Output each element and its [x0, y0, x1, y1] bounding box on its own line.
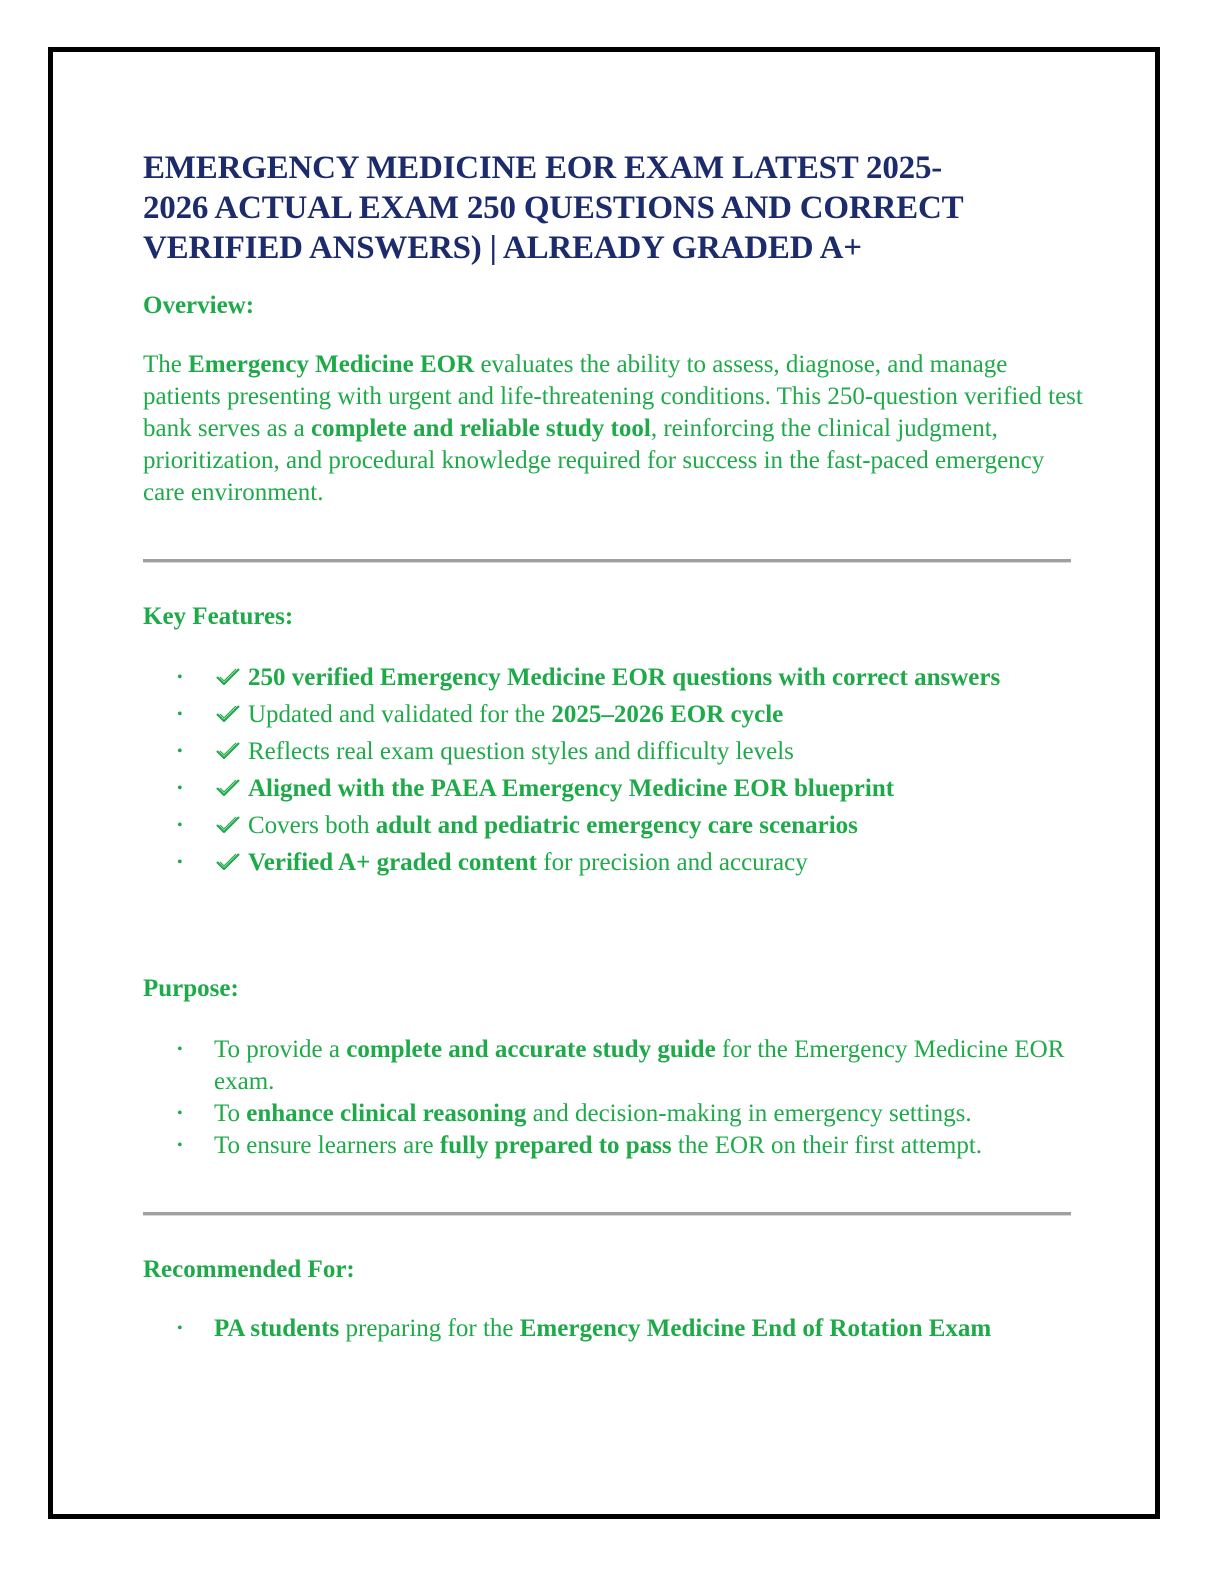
feature-text-bold: Aligned with the PAEA Emergency Medicine EOR blueprint: [248, 775, 895, 802]
overview-heading: Overview:: [143, 292, 255, 319]
check-mark-icon: [214, 666, 242, 688]
document-title: [143, 148, 1083, 268]
key-features-heading: Key Features:: [143, 603, 294, 630]
overview-text-part: The: [143, 351, 189, 378]
feature-text: Covers both: [248, 812, 376, 839]
recommended-text: preparing for the: [339, 1315, 520, 1342]
feature-text-bold: 2025–2026 EOR cycle: [551, 701, 784, 728]
feature-text: Reflects real exam question styles and difficulty levels: [248, 738, 794, 765]
bullet-icon: •: [177, 780, 183, 797]
bullet-icon: •: [177, 1137, 183, 1154]
purpose-text-bold: enhance clinical reasoning: [246, 1100, 527, 1127]
list-item: [143, 736, 1083, 768]
bullet-icon: •: [177, 1105, 183, 1122]
bullet-icon: •: [177, 817, 183, 834]
feature-text: Updated and validated for the: [248, 701, 552, 728]
title-line: EMERGENCY MEDICINE EOR EXAM LATEST 2025-: [143, 150, 943, 186]
purpose-text: the EOR on their first attempt.: [671, 1132, 983, 1159]
purpose-text-bold: complete and accurate study guide: [346, 1036, 716, 1063]
purpose-heading: Purpose:: [143, 975, 239, 1002]
title-line: 2026 ACTUAL EXAM 250 QUESTIONS AND CORRECT: [143, 190, 964, 226]
list-item: [143, 1034, 1083, 1098]
section-divider: [143, 1212, 1071, 1216]
check-mark-icon: [214, 851, 242, 873]
purpose-text-bold: fully prepared to pass: [439, 1132, 672, 1159]
overview-paragraph: [143, 349, 1083, 509]
recommended-text-bold: PA students: [214, 1315, 340, 1342]
list-item: [143, 1313, 1083, 1345]
check-mark-icon: [214, 740, 242, 762]
list-item: [143, 810, 1083, 842]
list-item: [143, 1098, 1083, 1130]
bullet-icon: •: [177, 854, 183, 871]
bullet-icon: •: [177, 706, 183, 723]
overview-text-bold: Emergency Medicine EOR: [188, 351, 475, 378]
list-item: [143, 699, 1083, 731]
check-mark-icon: [214, 777, 242, 799]
recommended-for-heading: Recommended For:: [143, 1256, 355, 1283]
document-content: [143, 148, 1083, 1345]
purpose-list: [143, 1034, 1083, 1162]
feature-text: for precision and accuracy: [537, 849, 808, 876]
feature-text-bold: 250 verified Emergency Medicine EOR questions with correct answers: [248, 664, 1001, 691]
title-line: VERIFIED ANSWERS) | ALREADY GRADED A+: [143, 230, 862, 266]
check-mark-icon: [214, 814, 242, 836]
bullet-icon: •: [177, 743, 183, 760]
feature-text-bold: adult and pediatric emergency care scenarios: [375, 812, 858, 839]
purpose-text: To provide a: [214, 1036, 347, 1063]
recommended-text-bold: Emergency Medicine End of Rotation Exam: [519, 1315, 992, 1342]
list-item: [143, 773, 1083, 805]
overview-text-part: , reinforcing the clinical judgment, prioritization, and procedural knowledge required for success in the fast-paced emergency care environment.: [143, 415, 1045, 506]
recommended-for-list: [143, 1313, 1083, 1345]
overview-text-bold: complete and reliable study tool: [311, 415, 651, 442]
feature-text-bold: Verified A+ graded content: [248, 849, 537, 876]
key-features-list: [143, 662, 1083, 879]
purpose-text: for the Emergency Medicine EOR exam.: [214, 1036, 1065, 1095]
section-divider: [143, 559, 1071, 563]
list-item: [143, 1130, 1083, 1162]
bullet-icon: •: [177, 669, 183, 686]
check-mark-icon: [214, 703, 242, 725]
list-item: [143, 662, 1083, 694]
bullet-icon: •: [177, 1320, 183, 1337]
purpose-text: and decision-making in emergency settings.: [526, 1100, 972, 1127]
purpose-text: To ensure learners are: [214, 1132, 440, 1159]
list-item: [143, 847, 1083, 879]
overview-text-part: evaluates the ability to assess, diagnose, and manage patients presenting with urgent and life-threatening conditions. This 250-question verified test bank serves as a: [143, 351, 1083, 442]
purpose-text: To: [214, 1100, 247, 1127]
bullet-icon: •: [177, 1041, 183, 1058]
